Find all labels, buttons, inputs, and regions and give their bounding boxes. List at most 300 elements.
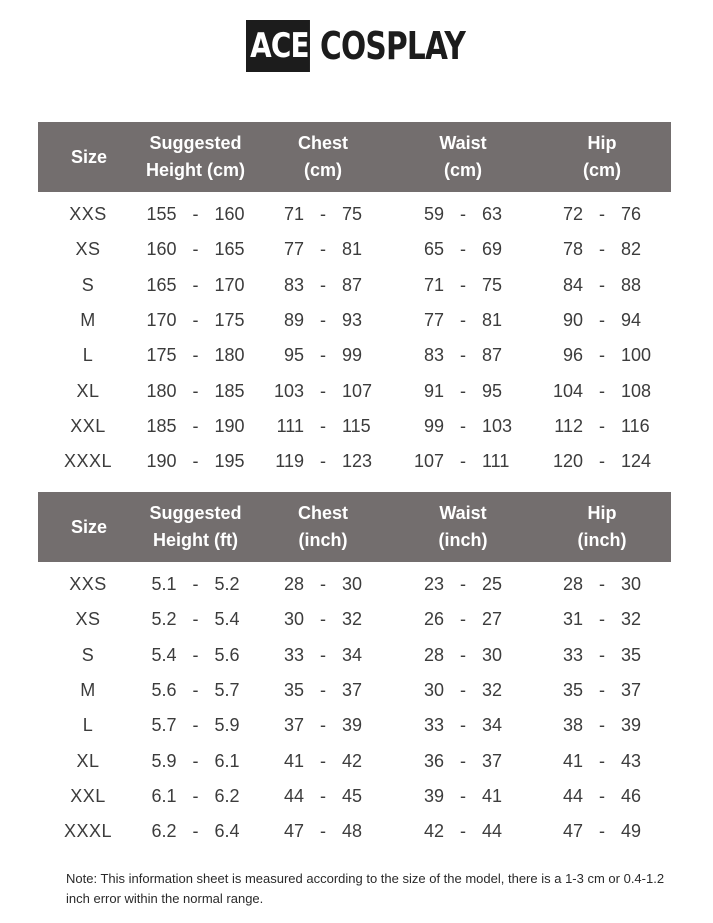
waist-max: 32	[482, 680, 503, 701]
waist-max: 87	[482, 345, 503, 366]
range-separator: -	[192, 204, 199, 225]
height-range-cell	[138, 638, 253, 673]
height-max: 185	[214, 380, 245, 401]
chest-max: 75	[342, 204, 363, 225]
hip-range-cell	[533, 338, 671, 373]
range-separator: -	[320, 204, 326, 225]
hip-max: 43	[621, 750, 642, 771]
waist-min: 99	[423, 415, 444, 436]
waist-max: 34	[482, 715, 503, 736]
size-cell: XXL	[70, 785, 106, 806]
waist-max: 81	[482, 310, 503, 331]
waist-min: 23	[423, 574, 444, 595]
range-separator: -	[599, 345, 605, 366]
waist-range-cell	[393, 303, 533, 338]
chest-max: 32	[342, 609, 363, 630]
size-cell: XXS	[69, 574, 107, 595]
hip-max: 37	[621, 680, 642, 701]
size-cell: XXXL	[63, 451, 113, 472]
height-max: 175	[214, 310, 245, 331]
table-row	[38, 232, 671, 267]
chest-range-cell	[253, 373, 393, 408]
logo-wordmark: COSPLAY	[320, 24, 466, 68]
chest-min: 33	[283, 644, 304, 665]
range-separator: -	[599, 750, 605, 771]
hip-max: 108	[621, 380, 652, 401]
range-separator: -	[460, 274, 466, 295]
range-separator: -	[599, 574, 605, 595]
height-min: 165	[146, 274, 177, 295]
table-row	[38, 303, 671, 338]
waist-range-cell	[393, 673, 533, 708]
chest-min: 30	[283, 609, 304, 630]
hip-range-cell	[533, 373, 671, 408]
hip-min: 72	[562, 204, 583, 225]
size-chart-cm	[38, 122, 671, 479]
hip-min: 96	[562, 345, 583, 366]
height-min: 170	[146, 310, 177, 331]
chest-max: 48	[342, 821, 363, 842]
hip-min: 47	[562, 821, 583, 842]
range-separator: -	[460, 204, 466, 225]
waist-range-cell	[393, 192, 533, 232]
hip-max: 46	[621, 785, 642, 806]
range-separator: -	[460, 785, 466, 806]
hip-min: 84	[562, 274, 583, 295]
brand-logo	[246, 20, 506, 72]
header-height: Suggested Height (ft)	[138, 492, 253, 562]
chest-max: 39	[342, 715, 363, 736]
table-row	[38, 409, 671, 444]
size-cell: M	[80, 680, 96, 701]
range-separator: -	[192, 609, 199, 630]
hip-max: 76	[621, 204, 642, 225]
hip-range-cell	[533, 743, 671, 778]
waist-max: 111	[482, 451, 510, 472]
waist-range-cell	[393, 268, 533, 303]
waist-range-cell	[393, 338, 533, 373]
height-range-cell	[138, 232, 253, 267]
table-row	[38, 602, 671, 637]
chest-range-cell	[253, 814, 393, 849]
hip-max: 49	[621, 821, 642, 842]
waist-max: 41	[482, 785, 503, 806]
chest-min: 89	[283, 310, 304, 331]
size-cell: XS	[75, 239, 101, 260]
height-min: 6.2	[151, 821, 177, 842]
waist-max: 95	[482, 380, 503, 401]
range-separator: -	[599, 680, 605, 701]
hip-max: 100	[621, 345, 652, 366]
height-range-cell	[138, 562, 253, 602]
height-max: 160	[214, 204, 245, 225]
range-separator: -	[460, 380, 466, 401]
height-max: 180	[214, 345, 245, 366]
waist-range-cell	[393, 373, 533, 408]
waist-max: 25	[482, 574, 503, 595]
size-cell: XXXL	[63, 821, 113, 842]
range-separator: -	[599, 609, 605, 630]
hip-min: 41	[562, 750, 583, 771]
hip-max: 116	[621, 415, 650, 436]
size-cell: XS	[75, 609, 101, 630]
hip-max: 32	[621, 609, 642, 630]
chest-range-cell	[253, 409, 393, 444]
hip-min: 112	[554, 415, 583, 436]
header-hip: Hip (inch)	[533, 492, 671, 562]
hip-max: 88	[621, 274, 642, 295]
height-min: 5.9	[151, 750, 177, 771]
range-separator: -	[192, 415, 199, 436]
waist-min: 42	[423, 821, 444, 842]
range-separator: -	[320, 345, 326, 366]
height-range-cell	[138, 708, 253, 743]
waist-min: 71	[423, 274, 444, 295]
range-separator: -	[599, 415, 605, 436]
waist-range-cell	[393, 232, 533, 267]
chest-min: 95	[283, 345, 304, 366]
hip-min: 35	[562, 680, 583, 701]
hip-min: 104	[552, 380, 583, 401]
chest-min: 44	[283, 785, 304, 806]
height-min: 5.6	[151, 680, 177, 701]
waist-range-cell	[393, 444, 533, 479]
range-separator: -	[599, 274, 605, 295]
waist-min: 83	[423, 345, 444, 366]
height-min: 5.4	[151, 644, 177, 665]
height-max: 6.4	[214, 821, 240, 842]
waist-max: 69	[482, 239, 503, 260]
height-max: 5.7	[214, 680, 240, 701]
table-row	[38, 444, 671, 479]
waist-min: 33	[423, 715, 444, 736]
waist-min: 39	[423, 785, 444, 806]
size-cell: M	[80, 310, 96, 331]
hip-range-cell	[533, 708, 671, 743]
chest-min: 47	[283, 821, 304, 842]
waist-min: 65	[423, 239, 444, 260]
range-separator: -	[320, 821, 326, 842]
height-range-cell	[138, 743, 253, 778]
height-min: 190	[146, 451, 177, 472]
hip-range-cell	[533, 814, 671, 849]
range-separator: -	[599, 821, 605, 842]
range-separator: -	[192, 451, 199, 472]
table-header-row	[38, 492, 671, 562]
height-min: 160	[146, 239, 177, 260]
range-separator: -	[320, 451, 326, 472]
height-max: 5.4	[214, 609, 240, 630]
header-size: Size	[38, 492, 138, 562]
table-row	[38, 338, 671, 373]
waist-max: 30	[482, 644, 503, 665]
range-separator: -	[320, 380, 326, 401]
hip-max: 82	[621, 239, 642, 260]
range-separator: -	[460, 415, 466, 436]
chest-min: 111	[276, 415, 304, 436]
chest-min: 83	[283, 274, 304, 295]
range-separator: -	[599, 380, 605, 401]
table-row	[38, 268, 671, 303]
chest-range-cell	[253, 303, 393, 338]
chest-range-cell	[253, 232, 393, 267]
table-row	[38, 708, 671, 743]
height-max: 190	[214, 415, 245, 436]
waist-range-cell	[393, 602, 533, 637]
chest-max: 34	[342, 644, 363, 665]
waist-range-cell	[393, 409, 533, 444]
chest-min: 35	[283, 680, 304, 701]
height-max: 170	[214, 274, 245, 295]
chest-range-cell	[253, 673, 393, 708]
waist-max: 63	[482, 204, 503, 225]
range-separator: -	[460, 609, 466, 630]
table-row	[38, 814, 671, 849]
size-cell: XL	[76, 380, 100, 401]
range-separator: -	[320, 609, 326, 630]
height-min: 5.7	[151, 715, 177, 736]
range-separator: -	[320, 715, 326, 736]
header-chest: Chest (inch)	[253, 492, 393, 562]
hip-range-cell	[533, 303, 671, 338]
range-separator: -	[192, 310, 199, 331]
waist-range-cell	[393, 814, 533, 849]
hip-max: 94	[621, 310, 642, 331]
height-range-cell	[138, 779, 253, 814]
header-chest: Chest (cm)	[253, 122, 393, 192]
waist-max: 27	[482, 609, 503, 630]
hip-max: 124	[621, 451, 652, 472]
waist-range-cell	[393, 562, 533, 602]
waist-max: 37	[482, 750, 503, 771]
chest-max: 42	[342, 750, 363, 771]
range-separator: -	[320, 785, 326, 806]
table-row	[38, 743, 671, 778]
height-max: 5.6	[214, 644, 240, 665]
range-separator: -	[599, 204, 605, 225]
chest-min: 28	[283, 574, 304, 595]
height-min: 5.2	[151, 609, 177, 630]
hip-range-cell	[533, 444, 671, 479]
height-min: 175	[146, 345, 177, 366]
measurement-note: Note: This information sheet is measured according to the size of the model, there is a 1-3 cm or 0.4-1.2 inch error within the normal range.	[66, 871, 665, 906]
range-separator: -	[192, 274, 199, 295]
hip-range-cell	[533, 192, 671, 232]
chest-min: 41	[283, 750, 304, 771]
range-separator: -	[460, 715, 466, 736]
chest-max: 123	[342, 451, 373, 472]
table-row	[38, 673, 671, 708]
chest-min: 119	[275, 451, 304, 472]
height-max: 5.9	[214, 715, 240, 736]
hip-range-cell	[533, 232, 671, 267]
hip-min: 31	[562, 609, 583, 630]
range-separator: -	[599, 310, 605, 331]
size-cell: XXL	[70, 415, 106, 436]
height-min: 180	[146, 380, 177, 401]
height-range-cell	[138, 814, 253, 849]
chest-max: 107	[342, 380, 373, 401]
hip-min: 120	[552, 451, 583, 472]
height-range-cell	[138, 192, 253, 232]
range-separator: -	[599, 785, 605, 806]
chest-min: 37	[283, 715, 304, 736]
height-max: 6.1	[214, 750, 240, 771]
range-separator: -	[192, 574, 199, 595]
hip-max: 39	[621, 715, 642, 736]
waist-min: 59	[423, 204, 444, 225]
table-body	[38, 562, 671, 849]
waist-range-cell	[393, 638, 533, 673]
hip-range-cell	[533, 409, 671, 444]
chest-range-cell	[253, 638, 393, 673]
table-row	[38, 638, 671, 673]
height-range-cell	[138, 444, 253, 479]
range-separator: -	[192, 821, 199, 842]
range-separator: -	[460, 574, 466, 595]
height-range-cell	[138, 373, 253, 408]
hip-min: 44	[562, 785, 583, 806]
range-separator: -	[192, 380, 199, 401]
height-range-cell	[138, 268, 253, 303]
chest-range-cell	[253, 708, 393, 743]
waist-min: 36	[423, 750, 444, 771]
table-row	[38, 192, 671, 232]
range-separator: -	[460, 644, 466, 665]
range-separator: -	[599, 644, 605, 665]
height-min: 6.1	[151, 785, 177, 806]
chest-max: 115	[342, 415, 371, 436]
header-waist: Waist (cm)	[393, 122, 533, 192]
range-separator: -	[192, 239, 199, 260]
range-separator: -	[192, 715, 199, 736]
hip-range-cell	[533, 602, 671, 637]
waist-min: 28	[423, 644, 444, 665]
hip-min: 28	[562, 574, 583, 595]
hip-min: 38	[562, 715, 583, 736]
range-separator: -	[192, 680, 199, 701]
range-separator: -	[320, 680, 326, 701]
table-header-row	[38, 122, 671, 192]
table-row	[38, 373, 671, 408]
chest-max: 81	[342, 239, 363, 260]
range-separator: -	[599, 715, 605, 736]
waist-min: 30	[423, 680, 444, 701]
chest-range-cell	[253, 743, 393, 778]
size-cell: L	[82, 345, 94, 366]
waist-range-cell	[393, 743, 533, 778]
range-separator: -	[320, 310, 326, 331]
chest-min: 77	[283, 239, 304, 260]
table-row	[38, 779, 671, 814]
range-separator: -	[192, 785, 199, 806]
waist-max: 75	[482, 274, 503, 295]
chest-max: 99	[342, 345, 363, 366]
hip-min: 33	[562, 644, 583, 665]
hip-range-cell	[533, 638, 671, 673]
range-separator: -	[192, 345, 199, 366]
table-row	[38, 562, 671, 602]
waist-min: 91	[423, 380, 444, 401]
range-separator: -	[192, 644, 199, 665]
hip-range-cell	[533, 562, 671, 602]
range-separator: -	[320, 415, 326, 436]
height-max: 195	[214, 451, 245, 472]
chest-range-cell	[253, 779, 393, 814]
height-range-cell	[138, 303, 253, 338]
size-chart-inch	[38, 492, 671, 849]
size-cell: S	[81, 274, 95, 295]
range-separator: -	[599, 239, 605, 260]
range-separator: -	[320, 750, 326, 771]
range-separator: -	[460, 750, 466, 771]
range-separator: -	[460, 451, 466, 472]
chest-range-cell	[253, 338, 393, 373]
height-range-cell	[138, 673, 253, 708]
waist-min: 26	[423, 609, 444, 630]
range-separator: -	[320, 274, 326, 295]
waist-min: 77	[423, 310, 444, 331]
table-body	[38, 192, 671, 479]
chest-range-cell	[253, 444, 393, 479]
range-separator: -	[460, 821, 466, 842]
size-cell: S	[81, 644, 95, 665]
header-hip: Hip (cm)	[533, 122, 671, 192]
height-max: 6.2	[214, 785, 240, 806]
chest-max: 45	[342, 785, 363, 806]
range-separator: -	[460, 239, 466, 260]
chest-range-cell	[253, 268, 393, 303]
range-separator: -	[460, 345, 466, 366]
size-cell: XXS	[69, 204, 107, 225]
waist-range-cell	[393, 779, 533, 814]
height-min: 185	[146, 415, 177, 436]
range-separator: -	[460, 310, 466, 331]
range-separator: -	[460, 680, 466, 701]
header-size: Size	[38, 122, 138, 192]
size-cell: XL	[76, 750, 100, 771]
height-min: 155	[146, 204, 177, 225]
header-waist: Waist (inch)	[393, 492, 533, 562]
chest-max: 30	[342, 574, 363, 595]
height-max: 165	[214, 239, 245, 260]
hip-range-cell	[533, 268, 671, 303]
range-separator: -	[599, 451, 605, 472]
waist-max: 44	[482, 821, 503, 842]
logo-box-text: ACE	[246, 20, 310, 72]
chest-range-cell	[253, 602, 393, 637]
waist-range-cell	[393, 708, 533, 743]
chest-max: 37	[342, 680, 363, 701]
size-cell: L	[82, 715, 94, 736]
hip-max: 35	[621, 644, 642, 665]
hip-range-cell	[533, 779, 671, 814]
hip-min: 78	[562, 239, 583, 260]
hip-max: 30	[621, 574, 642, 595]
hip-min: 90	[562, 310, 583, 331]
height-range-cell	[138, 602, 253, 637]
hip-range-cell	[533, 673, 671, 708]
height-max: 5.2	[214, 574, 240, 595]
waist-max: 103	[482, 415, 513, 436]
waist-min: 107	[413, 451, 444, 472]
height-range-cell	[138, 338, 253, 373]
chest-max: 93	[342, 310, 363, 331]
header-height: Suggested Height (cm)	[138, 122, 253, 192]
range-separator: -	[320, 574, 326, 595]
range-separator: -	[320, 644, 326, 665]
height-range-cell	[138, 409, 253, 444]
